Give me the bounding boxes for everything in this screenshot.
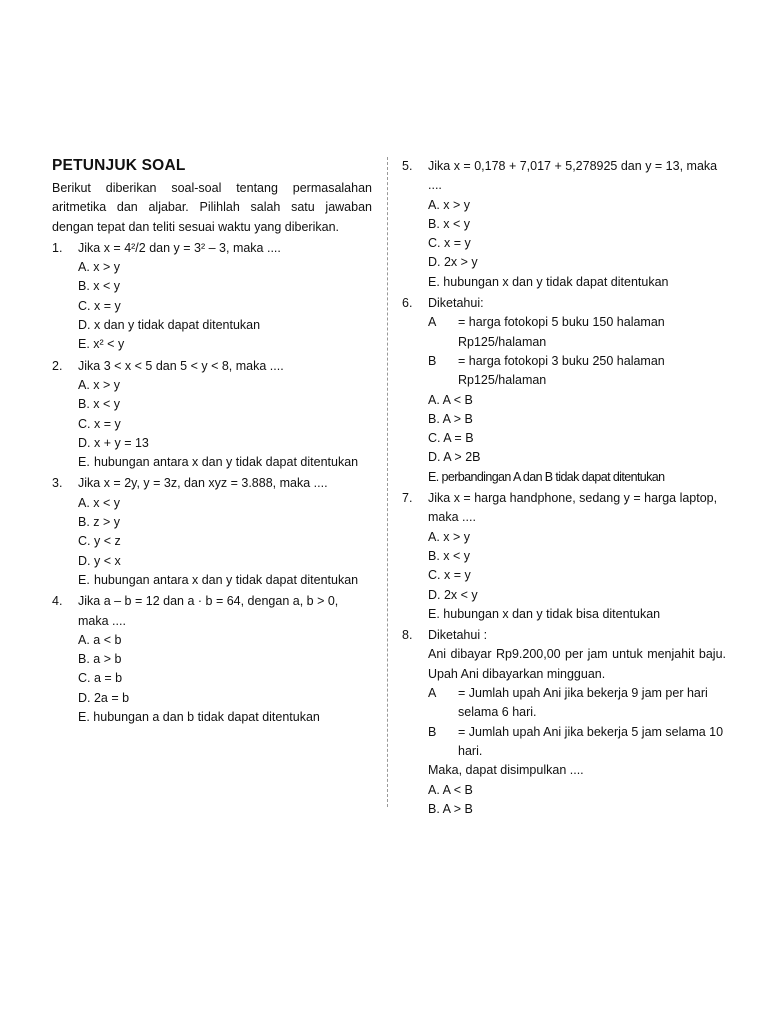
option-c: C. x = y (428, 236, 471, 251)
question-1 (52, 239, 372, 355)
question-text: Jika x = harga handphone, sedang y = harga laptop, maka .... (428, 491, 718, 525)
option-c: C. a = b (78, 671, 123, 686)
question-2 (52, 357, 372, 473)
option-a: A. x > y (428, 197, 471, 212)
option-b: B. x < y (428, 548, 471, 563)
option-d: D. A > 2B (428, 450, 481, 465)
question-text: Jika x = 0,178 + 7,017 + 5,278925 dan y = 13, maka .... (428, 159, 718, 193)
question-number: 8. (402, 628, 413, 643)
question-7 (402, 489, 726, 624)
option-a: A. x > y (428, 529, 471, 544)
question-number: 5. (402, 159, 413, 173)
option-d: D. y < x (78, 553, 121, 568)
question-text: Jika a – b = 12 dan a · b = 64, dengan a, b > 0, maka .... (78, 594, 339, 628)
given-b: B = harga fotokopi 3 buku 250 halaman Rp125/halaman (428, 353, 665, 388)
option-a: A. x > y (78, 377, 121, 392)
option-e: E. x² < y (78, 337, 125, 352)
option-d: D. 2x < y (428, 587, 478, 602)
option-b: B. x < y (428, 216, 471, 231)
option-b: B. a > b (78, 652, 122, 667)
option-a: A. x < y (78, 495, 121, 510)
question-number: 6. (402, 296, 413, 311)
question-6 (402, 294, 726, 487)
option-c: C. x = y (428, 568, 471, 583)
question-5 (402, 157, 726, 292)
conclusion-text: Maka, dapat disimpulkan .... (428, 763, 584, 778)
question-paragraph: Ani dibayar Rp9.200,00 per jam untuk menjahit baju. Upah Ani dibayarkan mingguan. (428, 647, 726, 681)
option-d: D. 2x > y (428, 255, 478, 270)
question-number: 1. (52, 240, 63, 255)
option-d: D. x + y = 13 (78, 435, 149, 450)
option-e: E. hubungan x dan y tidak dapat ditentukan (428, 274, 669, 289)
option-c: C. x = y (78, 298, 121, 313)
given-a: A = harga fotokopi 5 buku 150 halaman Rp125/halaman (428, 315, 665, 349)
instructions-paragraph: Berikut diberikan soal-soal tentang permasalahan aritmetika dan aljabar. Pilihlah salah satu jawaban dengan tepat dan teliti sesuai waktu yang diberikan. (52, 181, 372, 234)
question-number: 3. (52, 476, 63, 491)
option-b: B. x < y (78, 397, 121, 412)
question-4 (52, 592, 372, 727)
option-d: D. 2a = b (78, 690, 130, 705)
option-a: A. A < B (428, 782, 473, 797)
question-text: Diketahui : (428, 628, 488, 643)
question-3 (52, 474, 372, 590)
question-number: 2. (52, 358, 63, 373)
option-b: B. A > B (428, 801, 473, 816)
option-c: C. x = y (78, 416, 121, 431)
given-a: A = Jumlah upah Ani jika bekerja 9 jam per hari selama 6 hari. (428, 686, 708, 720)
question-number: 7. (402, 491, 413, 506)
option-b: B. x < y (78, 279, 121, 294)
question-8 (402, 626, 726, 819)
option-a: A. x > y (78, 260, 121, 275)
question-number: 4. (52, 594, 63, 609)
question-text: Jika x = 2y, y = 3z, dan xyz = 3.888, maka .... (78, 476, 328, 491)
option-d: D. x dan y tidak dapat ditentukan (78, 318, 261, 333)
question-text: Jika 3 < x < 5 dan 5 < y < 8, maka .... (78, 358, 284, 373)
left-column (52, 155, 372, 727)
option-b: B. z > y (78, 515, 121, 530)
option-c: C. A = B (428, 431, 474, 446)
given-b: B = Jumlah upah Ani jika bekerja 5 jam selama 10 hari. (428, 724, 724, 758)
option-b: B. A > B (428, 411, 473, 426)
column-divider (387, 157, 388, 807)
option-e: E. hubungan antara x dan y tidak dapat ditentukan (78, 455, 359, 470)
right-column (402, 155, 726, 819)
page-title: PETUNJUK SOAL (52, 157, 186, 174)
option-a: A. A < B (428, 392, 473, 407)
question-text: Jika x = 4²/2 dan y = 3² – 3, maka .... (78, 240, 281, 255)
option-c: C. y < z (78, 534, 121, 549)
option-e: E. hubungan a dan b tidak dapat ditentukan (78, 710, 320, 725)
option-e: E. hubungan x dan y tidak bisa ditentukan (428, 606, 661, 621)
option-e: E. hubungan antara x dan y tidak dapat ditentukan (78, 572, 359, 587)
option-e: E. perbandingan A dan B tidak dapat ditentukan (428, 469, 665, 484)
question-text: Diketahui: (428, 296, 484, 311)
option-a: A. a < b (78, 632, 122, 647)
